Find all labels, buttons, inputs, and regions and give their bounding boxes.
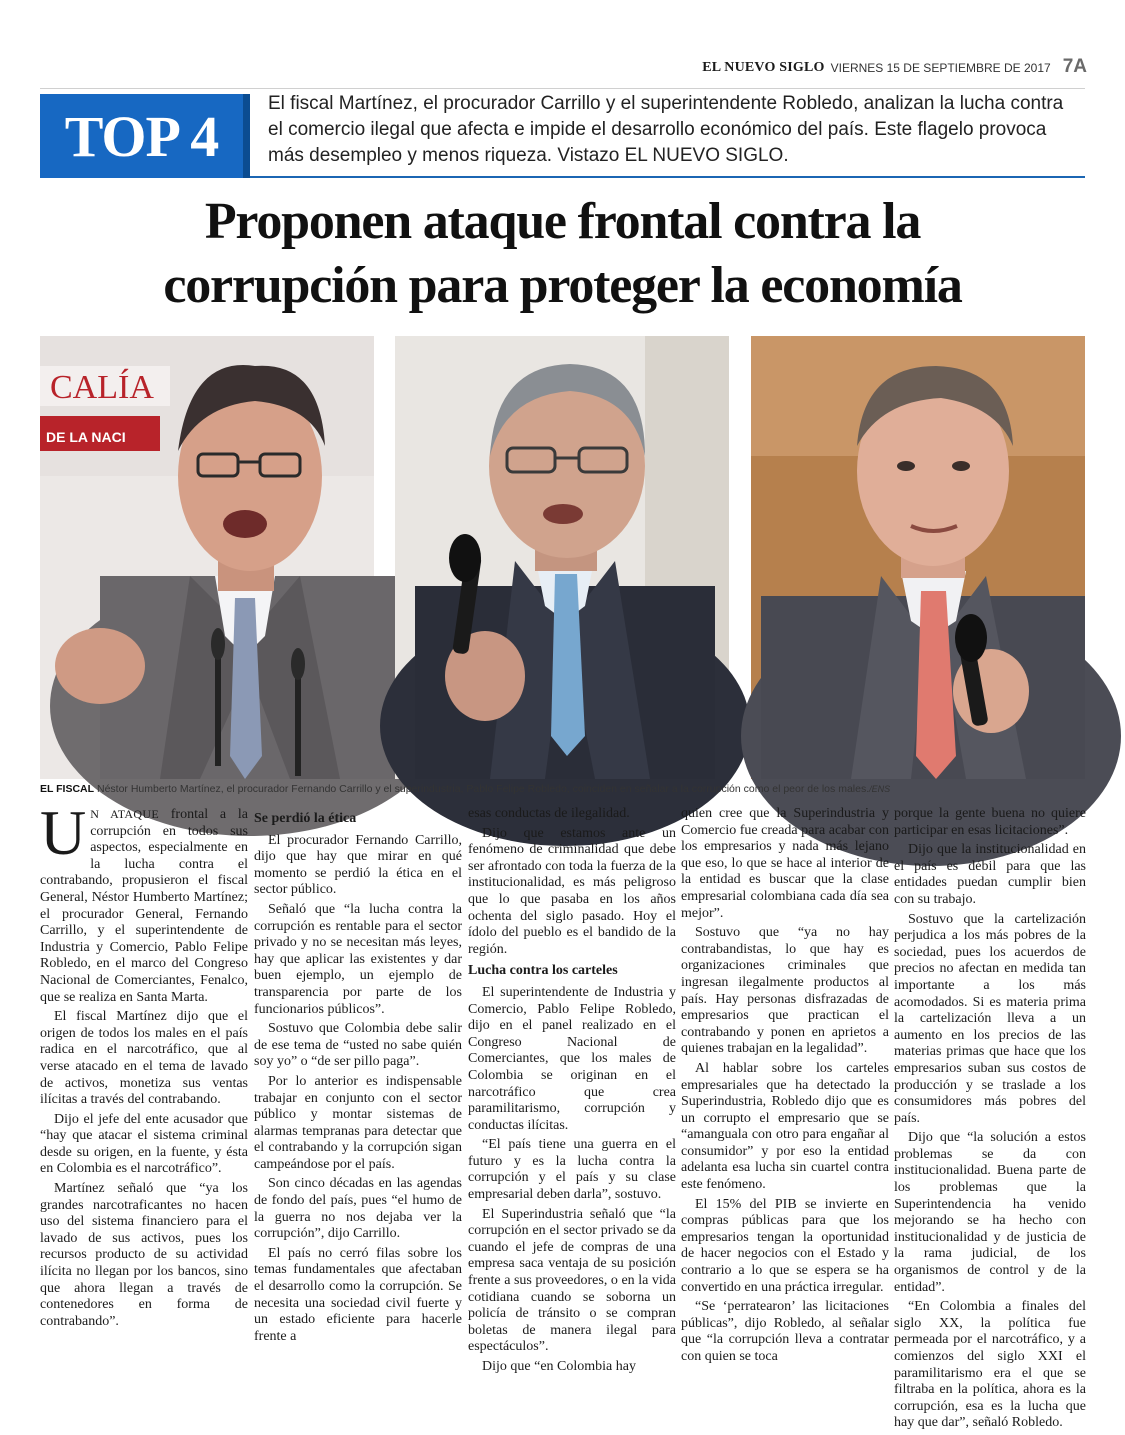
paragraph: Al hablar sobre los carteles empresariales que ha detectado la Superindustria, Robledo dijo que es un corrupto el empresario que se “amanguala con otro para engañar al consumidor” y por eso la entidad adelanta esa lucha sin cuartel contra este fenómeno. [681,1060,889,1193]
paragraph: Dijo que la institucionalidad en el país es débil para que las entidades puedan cumplir bien con su trabajo. [894,842,1086,907]
top4-badge: TOP 4 [40,94,250,178]
paragraph: El Superindustria señaló que “la corrupción en el sector privado se da cuando el jefe de compras de una empresa saca ventaja de su posición frente a sus proveedores, o en la vida cotidiana cuando se soborna un policía de tránsito o se compran boletas de manera ilegal para espectáculos”. [468,1206,676,1355]
caption-lead: EL FISCAL [40,783,95,795]
paragraph: Señaló que “la lucha contra la corrupción es rentable para el sector privado y no se necesitan más leyes, hay que aplicar las existentes y dar buen ejemplo, un ejemplo de transparencia por parte de los funcionarios públicos”. [254,901,462,1017]
paragraph: “En Colombia a finales del siglo XX, la política fue permeada por el narcotráfico, y a comienzos del siglo XXI el paramilitarismo era el que se filtraba en la política, ahora es la corrupción, esa es la lucha que hay que dar”, señaló Robledo. [894,1299,1086,1431]
photo-superintendente-image [751,336,1085,779]
paragraph: El país no cerró filas sobre los temas fundamentales que afectaban el desarrollo como la corrupción. Se necesita una sociedad civil fuerte y un estado eficiente para hacerle frente a [254,1245,462,1344]
publication-date: VIERNES 15 DE SEPTIEMBRE DE 2017 [830,61,1051,75]
caption-text: Néstor Humberto Martínez, el procurador Fernando Carrillo y el superindustria, Pablo Felipe Robledo, coinciden en señalar a la corrupción como el peor de los males. [94,783,870,795]
article-headline [40,190,1085,318]
paragraph: El superintendente de Industria y Comercio, Pablo Felipe Robledo, dijo en el panel realizado en el Congreso Nacional de Comerciantes, que los males de Colombia se originan en el narcotráfico que crea paramilitarismo, corrupción y conductas ilícitas. [468,984,676,1133]
paragraph: porque la gente buena no quiere participar en esas licitaciones”. [894,806,1086,838]
paragraph: “Se ‘perratearon’ las licitaciones públicas”, dijo Robledo, al señalar que “la corrupción lleva a contratar con quien se toca [681,1299,889,1364]
paragraph: Sostuvo que “ya no hay contrabandistas, lo que hay es organizaciones criminales que ingresan ilegalmente productos al país. Hay personas disfrazadas de empresarios que practican el contrabando y ponen en aprietos a quienes trabajan en la legalidad”. [681,925,889,1057]
photo-superintendente [751,336,1085,779]
page-number: 7A [1062,56,1087,77]
paragraph: Dijo que “en Colombia hay [482,1359,636,1374]
photo-fiscal-image [40,336,374,779]
article-column-1 [40,797,249,1333]
subheading-etica: Se perdió la ética [254,811,357,826]
article-column-3 [468,806,676,1379]
paragraph [40,797,249,1006]
svg-text:CALÍA: CALÍA [50,369,154,406]
top4-summary: El fiscal Martínez, el procurador Carrillo y el superintendente Robledo, analizan la lucha contra el comercio ilegal que afecta e impide el desarrollo económico del país. Este flagelo provoca más desempleo y menos riqueza. Vistazo EL NUEVO SIGLO. [268,93,1064,166]
lead-caps: N ATAQUE [90,807,159,821]
paragraph: Martínez señaló que “ya los grandes narcotraficantes no hacen uso del sistema financiero para el lavado de sus activos, pues los recursos producto de su actividad ilícita no llegan por los bancos, sino que ahora llegan a través de contenedores en forma de contrabando”. [40,1181,248,1329]
article-column-5 [894,806,1086,1435]
headline-line-2: corrupción para proteger la economía [163,257,962,314]
photo-procurador [395,336,729,779]
paragraph: Por lo anterior es indispensable trabajar en conjunto con el sector público y montar sistemas de alarmas tempranas para detectar que el contrabando y la corrupción sigan campeándose por el país. [254,1073,462,1172]
paragraph: “El país tiene una guerra en el futuro y es la lucha contra la corrupción y el país y su clase empresarial deben darla”, sostuvo. [468,1137,676,1203]
paragraph: Dijo que estamos ante un fenómeno de criminalidad que debe ser afrontado con toda la fuerza de la institucionalidad, es más peligroso que lo que pasaba en los años ochenta del siglo pasado. Hoy el ídolo del pueblo es el bandido de la región. [468,825,676,957]
paragraph: Sostuvo que Colombia debe salir de ese tema de “usted no sabe quién soy yo” o “de ser pillo paga”. [254,1021,462,1070]
svg-text:DE LA NACI: DE LA NACI [46,429,126,445]
paragraph: Dijo el jefe del ente acusador que “hay que atacar el sistema criminal desde su origen, en la fuente, y ésta en Colombia es el narcotráfico”. [40,1111,248,1177]
photo-fiscal [40,336,374,779]
paragraph: Dijo que “la solución a estos problemas se da con institucionalidad. Buena parte de los problemas que la Superintendencia ha venido mejorando se ha hecho con institucionalidad y de justicia de la rama judicial, de los organismos de control y de la entidad”. [894,1130,1086,1295]
paragraph-text: frontal a la corrupción en todos sus aspectos, especialmente en la lucha contra el contrabando, propusieron el fiscal General, Néstor Humberto Martínez; el procurador General, Fernando Carrillo, y el superintendente de Industria y Comercio, Pablo Felipe Robledo, en el marco del Congreso Nacional de Comerciantes, Fenalco, que se realiza en Santa Marta. [40,807,249,1005]
paragraph: esas conductas de ilegalidad. [468,806,630,821]
subheading-carteles: Lucha contra los carteles [468,963,618,979]
caption-credit: /ENS [869,784,891,794]
paragraph: El procurador Fernando Carrillo, dijo que hay que mirar en qué momento se perdió la ética en el sector público. [254,832,462,898]
article-column-4 [681,806,889,1369]
paragraph: Son cinco décadas en las agendas de fondo del país, pues “el humo de la guerra no nos dejaba ver la corrupción”, dijo Carrillo. [254,1176,462,1242]
top4-bar [40,88,1085,178]
article-column-2 [254,806,462,1348]
paragraph: El 15% del PIB se invierte en compras públicas para que los empresarios tengan la oportunidad de hacer negocios con el Estado y contrario a lo que se espera se ha convertido en una práctica irregular. [681,1196,889,1295]
paragraph: Sostuvo que la cartelización perjudica a los más pobres de la sociedad, pues los acuerdos de precios no afectan en medida tan importante a los más acomodados. Si es materia prima la cartelización lleva a un aumento en los precios de las materias primas que hace que los empresarios suban sus costos de producción y se traslade a los consumidores más pobres del país. [894,911,1086,1126]
photo-caption [40,783,1085,795]
publication-name: EL NUEVO SIGLO [702,60,825,75]
photo-procurador-image [395,336,729,779]
paragraph: El fiscal Martínez dijo que el origen de todos los males en el país radica en el narcotráfico, que al verse atacado en el tema de lavado de activos, monetiza sus ventas ilícitas a través del contrabando. [40,1009,248,1108]
headline-line-1: Proponen ataque frontal contra la [204,193,921,250]
drop-cap: U [40,797,87,868]
page-masthead [600,48,1087,76]
paragraph: quien cree que la Superindustria y Comercio fue creada para acabar con los empresarios y nada más lejano que eso, lo que se hace al interior de la entidad es buscar que la clase empresarial colombiana cada día sea mejor”. [681,806,889,921]
